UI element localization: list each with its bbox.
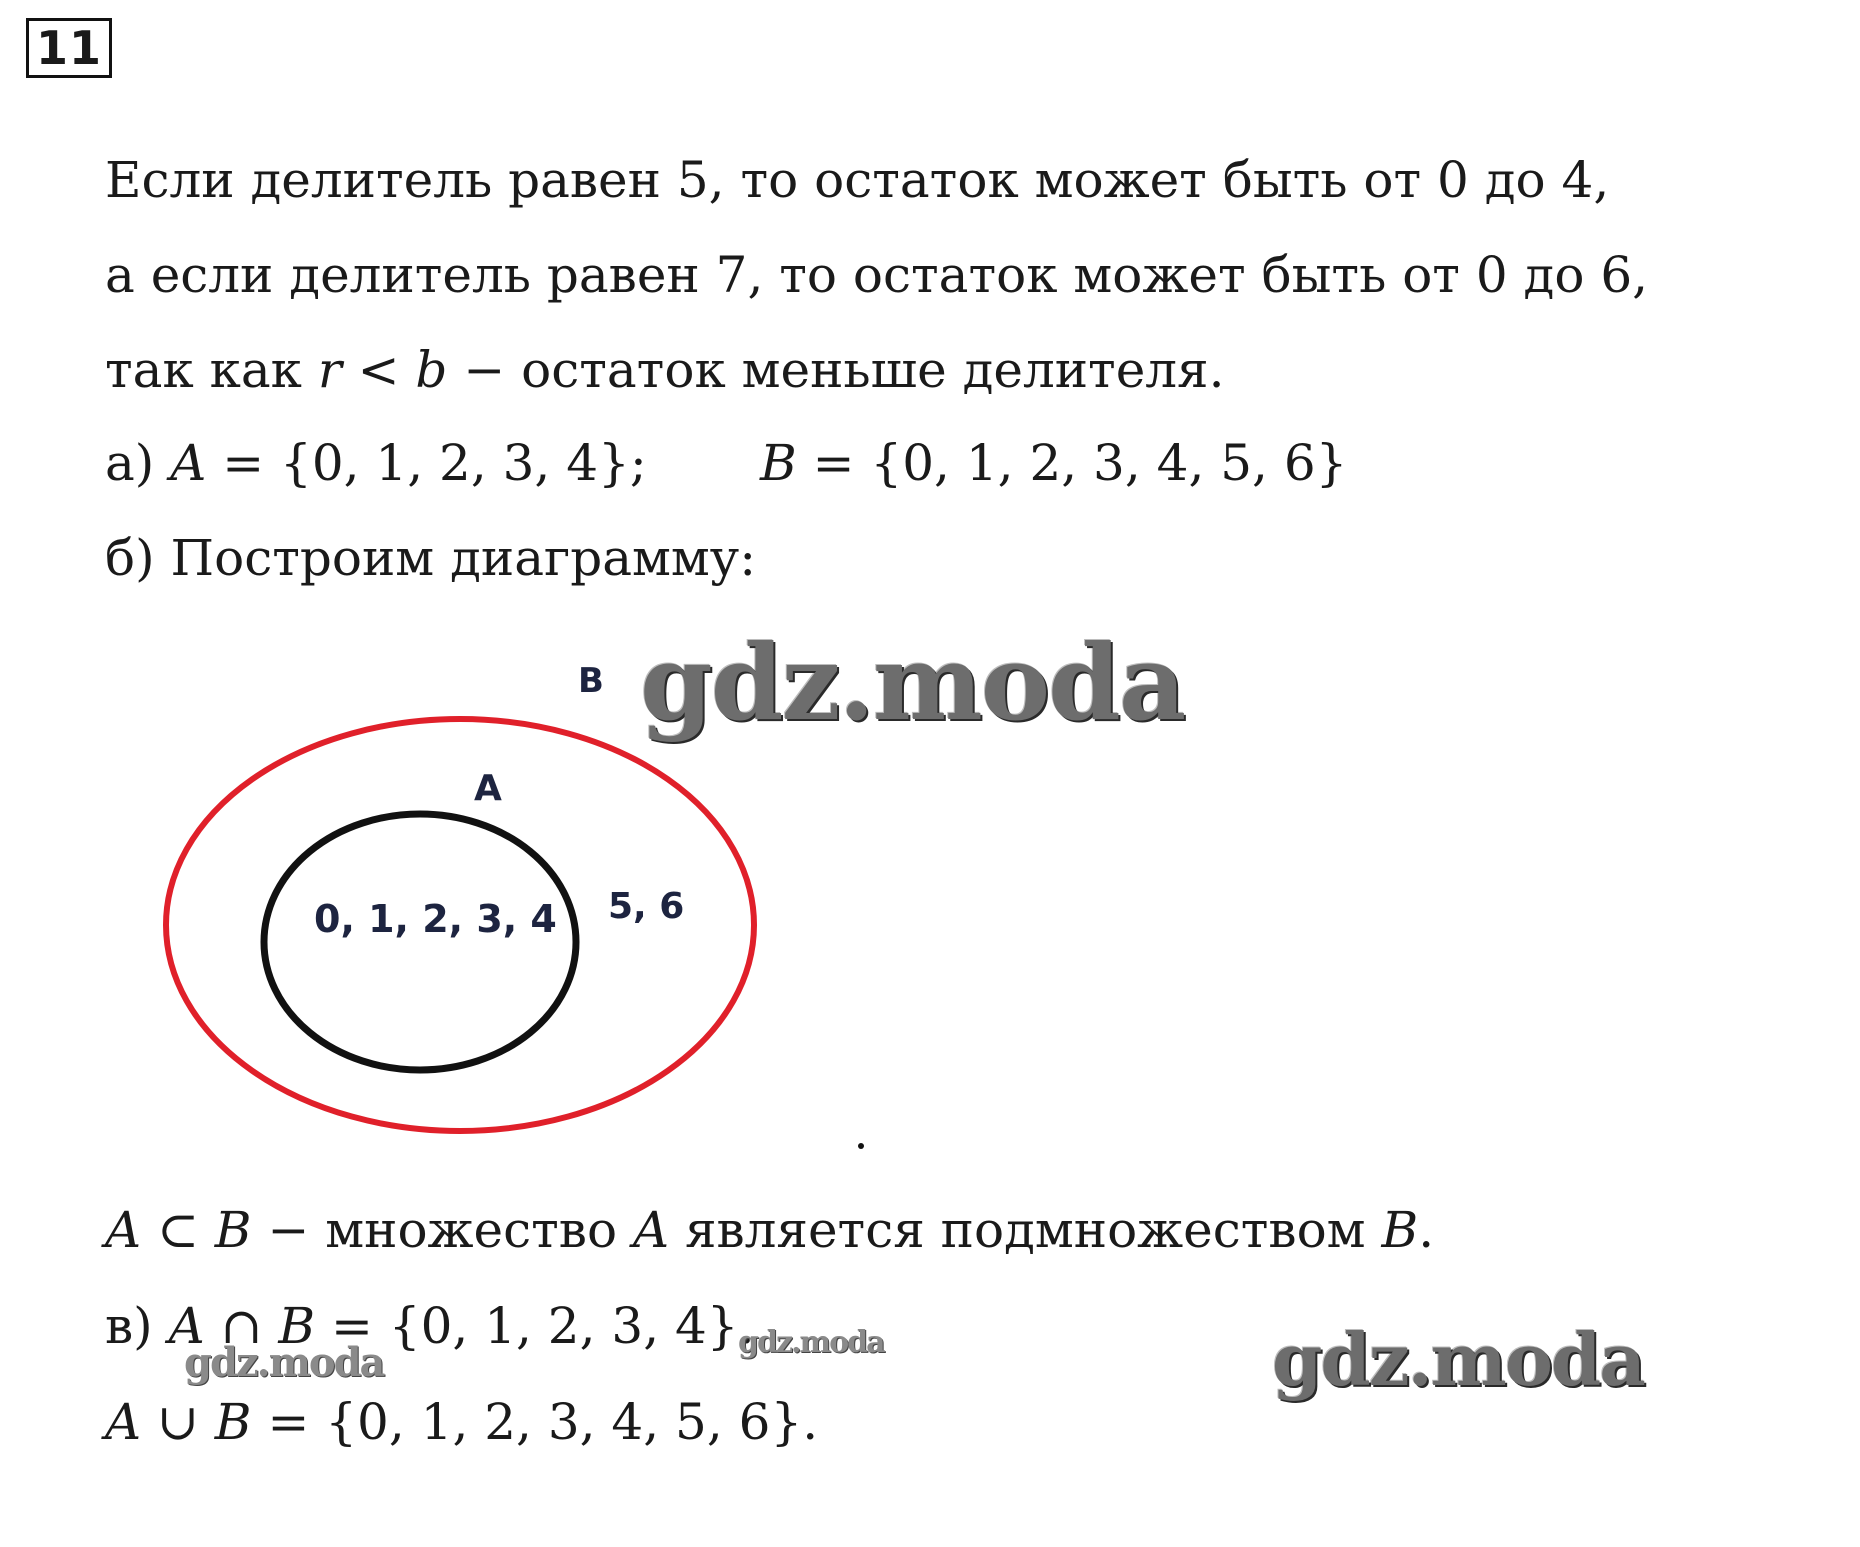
set-b-elements: = {0, 1, 2, 3, 4, 5, 6}	[796, 434, 1348, 492]
intersection-result: = {0, 1, 2, 3, 4}.	[315, 1297, 755, 1355]
union-result: = {0, 1, 2, 3, 4, 5, 6}.	[251, 1393, 819, 1451]
stray-dot	[858, 1143, 864, 1149]
union-statement	[105, 1392, 818, 1452]
item-c-label: в)	[105, 1297, 169, 1355]
item-b-heading: б) Построим диаграмму:	[105, 529, 757, 587]
set-b-symbol: B	[760, 434, 797, 492]
inner-set-label: A	[474, 768, 502, 809]
set-a-symbol: A	[170, 434, 207, 492]
inner-set-content: 0, 1, 2, 3, 4	[314, 897, 557, 941]
text-line-1: Если делитель равен 5, то остаток может быть от 0 до 4,	[105, 151, 1610, 209]
watermark-top: gdz.moda	[640, 621, 1185, 744]
outer-set-content: 5, 6	[608, 886, 685, 927]
union-expression: A ∪ B	[105, 1393, 252, 1451]
inequality-r-less-b: r < b	[317, 341, 448, 399]
subset-expression: A ⊂ B	[105, 1201, 252, 1259]
intersection-expression: A ∩ B	[168, 1297, 316, 1355]
subset-text-2: является подмножеством	[669, 1201, 1382, 1259]
watermark-bottom: gdz.moda	[1272, 1317, 1644, 1402]
line3-prefix: так как	[105, 341, 318, 399]
item-a-label: а)	[105, 434, 171, 492]
subset-set-a: A	[632, 1201, 670, 1259]
subset-set-b: B	[1381, 1201, 1419, 1259]
set-a-elements: = {0, 1, 2, 3, 4};	[206, 434, 647, 492]
watermark-small-mid: gdz.moda	[738, 1325, 884, 1360]
subset-text-1: − множество	[251, 1201, 633, 1259]
subset-end: .	[1418, 1201, 1435, 1259]
text-line-2: а если делитель равен 7, то остаток может быть от 0 до 6,	[105, 246, 1649, 304]
subset-statement	[105, 1200, 1434, 1260]
inner-set-a-ellipse	[264, 814, 576, 1070]
watermark-small-left: gdz.moda	[184, 1339, 384, 1386]
line3-suffix: − остаток меньше делителя.	[447, 341, 1225, 399]
outer-set-label: B	[578, 661, 604, 701]
problem-number: 11	[26, 18, 112, 78]
